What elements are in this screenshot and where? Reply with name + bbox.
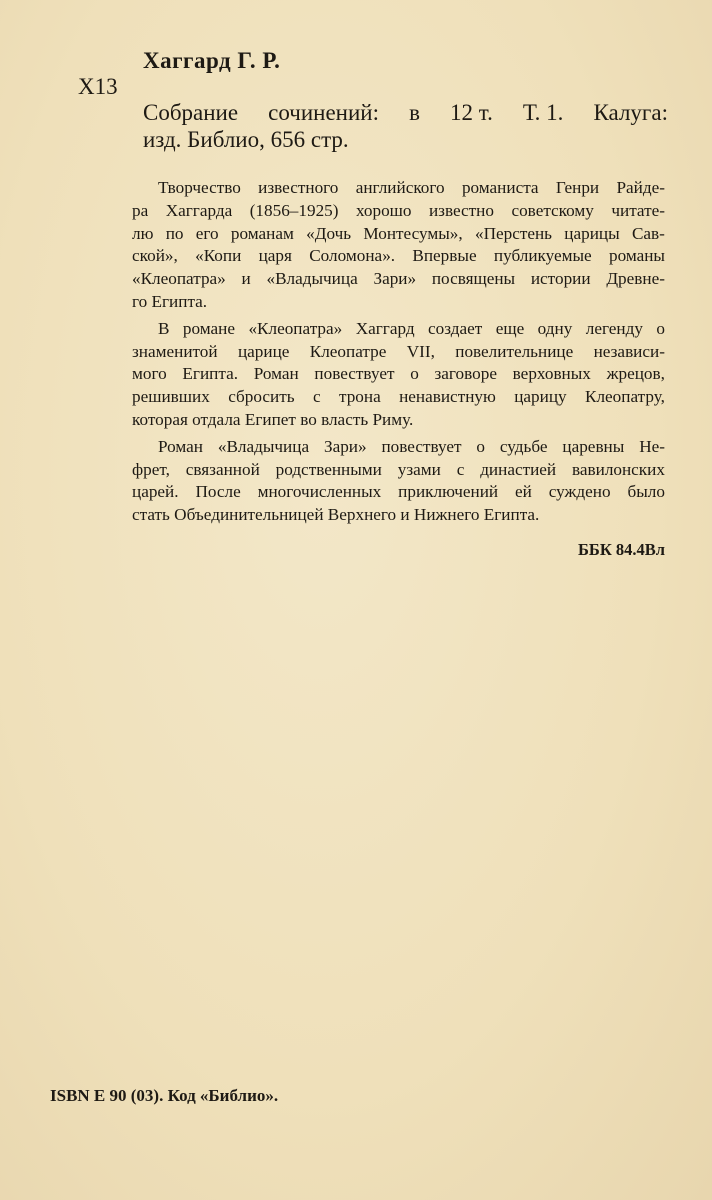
word: связанной <box>185 459 260 479</box>
word: «Клеопатра» <box>248 318 343 338</box>
biblio-word: 12 т. <box>450 100 493 125</box>
word: о <box>656 318 665 338</box>
word: Соломона». <box>309 246 396 266</box>
text-line <box>132 177 665 200</box>
word: узами <box>397 459 441 479</box>
word: царевны <box>562 436 625 456</box>
word: Хаггард <box>355 318 415 338</box>
word: Зари» <box>373 269 417 289</box>
word: ской», <box>132 246 178 266</box>
word: Не- <box>639 436 665 456</box>
word: истории <box>530 269 591 289</box>
word: хорошо <box>355 200 412 220</box>
text-line <box>132 459 665 482</box>
word: известно <box>428 200 494 220</box>
word: с <box>312 387 321 407</box>
text-line <box>132 245 665 268</box>
word: повествует <box>314 364 395 384</box>
word: Монтесумы», <box>363 223 463 243</box>
text-line <box>132 318 665 341</box>
word: Роман <box>158 436 203 456</box>
word: ра <box>132 200 149 220</box>
word: читате- <box>611 200 665 220</box>
word: лю <box>132 223 154 243</box>
bibliographic-record <box>143 99 668 153</box>
word: одну <box>537 318 573 338</box>
word: царице <box>237 341 290 361</box>
word: заговоре <box>434 364 497 384</box>
word: романе <box>182 318 235 338</box>
author-heading: Хаггард Г. Р. <box>143 48 281 73</box>
word: романы <box>608 246 665 266</box>
word: «Владычица <box>266 269 358 289</box>
word: Генри <box>555 178 600 197</box>
word: с <box>456 459 465 479</box>
word: приключений <box>398 482 499 502</box>
word: династией <box>480 459 557 479</box>
word: было <box>627 482 665 502</box>
word: судьбе <box>499 436 548 456</box>
word: независи- <box>593 341 665 361</box>
word: Древне- <box>606 269 665 289</box>
word: царицы <box>564 223 620 243</box>
text-line <box>132 363 665 386</box>
abstract-paragraph-1 <box>132 177 665 314</box>
word: После <box>195 482 241 502</box>
biblio-word: в <box>409 100 420 125</box>
word: Впервые <box>412 246 477 266</box>
text-line <box>132 200 665 223</box>
word: советскому <box>511 200 594 220</box>
isbn-line: ISBN E 90 (03). Код «Библио». <box>50 1086 279 1105</box>
text-line <box>132 436 665 459</box>
text-line <box>132 223 665 246</box>
word: посвящены <box>431 269 516 289</box>
word: царей. <box>132 482 179 502</box>
word: о <box>476 436 485 456</box>
word: «Копи <box>195 246 242 266</box>
classification-code: Х13 <box>78 74 118 99</box>
abstract-paragraph-2 <box>132 318 665 432</box>
word: публикуемые <box>493 246 592 266</box>
word: суждено <box>548 482 611 502</box>
word: о <box>410 364 419 384</box>
biblio-word: Т. 1. <box>522 100 564 125</box>
word: «Владычица <box>217 436 310 456</box>
word: трона <box>338 387 381 407</box>
word: верховных <box>512 364 591 384</box>
word: фрет, <box>132 459 170 479</box>
word: Роман <box>253 364 299 384</box>
word: романам <box>230 223 294 243</box>
biblio-word: Собрание <box>143 100 239 125</box>
word: «Дочь <box>306 223 352 243</box>
word: его <box>195 223 219 243</box>
text-line: которая отдала Египет во власть Риму. <box>132 409 414 429</box>
word: Сав- <box>631 223 665 243</box>
word: Клеопатре <box>309 341 387 361</box>
text-line <box>132 268 665 291</box>
biblio-word: сочинений: <box>268 100 379 125</box>
word: ей <box>515 482 532 502</box>
bibliographic-line-1 <box>143 99 668 126</box>
bibliographic-line-2: изд. Библио, 656 стр. <box>143 127 349 152</box>
abstract-paragraph-3 <box>132 436 665 527</box>
word: легенду <box>585 318 643 338</box>
word: знаменитой <box>132 341 218 361</box>
word: Хаггарда <box>165 200 233 220</box>
word: VII, <box>406 341 435 361</box>
word: жрецов, <box>606 364 665 384</box>
word: Египта. <box>182 364 238 384</box>
word: родственными <box>275 459 382 479</box>
word: «Перстень <box>474 223 553 243</box>
word: Клеопатру, <box>585 387 665 407</box>
bbk-index: ББК 84.4Вл <box>578 540 666 559</box>
word: Зари» <box>323 436 367 456</box>
text-line: стать Объединительницей Верхнего и Нижнего Египта. <box>132 505 540 525</box>
word: многочисленных <box>257 482 382 502</box>
word: еще <box>495 318 525 338</box>
word: и <box>241 269 251 289</box>
word: вавилонских <box>571 459 665 479</box>
word: мого <box>132 364 167 384</box>
text-line <box>132 386 665 409</box>
word: романиста <box>461 178 539 197</box>
word: решивших <box>132 387 210 407</box>
biblio-word: Калуга: <box>593 100 668 125</box>
word: создает <box>428 318 483 338</box>
word: Творчество <box>158 178 241 197</box>
word: повелительнице <box>455 341 574 361</box>
word: сбросить <box>228 387 295 407</box>
word: известного <box>258 178 339 197</box>
text-line <box>132 341 665 364</box>
word: Райде- <box>616 178 665 197</box>
word: английского <box>355 178 445 197</box>
abstract <box>132 177 665 531</box>
text-line <box>132 481 665 504</box>
word: (1856–1925) <box>249 200 339 220</box>
word: царя <box>258 246 292 266</box>
word: повествует <box>381 436 462 456</box>
word: царицу <box>514 387 567 407</box>
word: ненавистную <box>399 387 496 407</box>
word: В <box>158 318 170 338</box>
word: по <box>165 223 184 243</box>
text-line: го Египта. <box>132 291 208 311</box>
word: «Клеопатра» <box>132 269 226 289</box>
